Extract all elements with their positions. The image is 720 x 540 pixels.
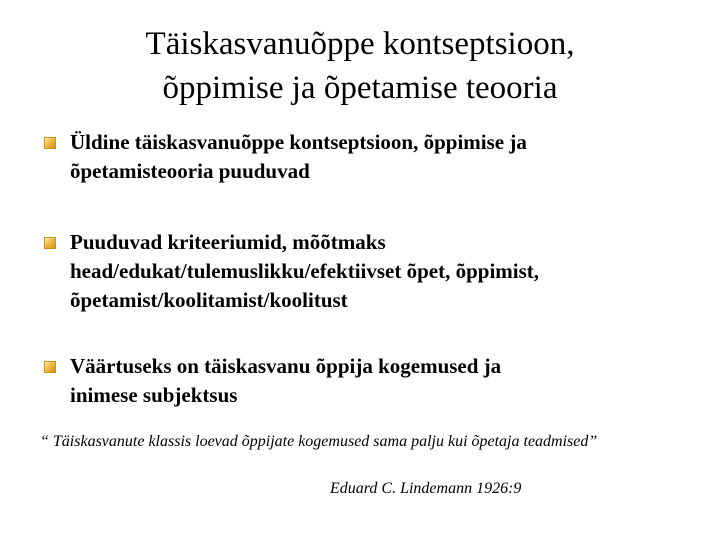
quote-author: Eduard C. Lindemann 1926:9 — [330, 480, 522, 497]
slide-title-line-1: Täiskasvanuõppe kontseptsioon, — [145, 26, 575, 62]
slide-title — [40, 22, 680, 110]
bullet-square-icon — [44, 361, 56, 373]
bullet-text-1 — [70, 128, 690, 186]
bullet-text-2 — [70, 228, 690, 315]
bullet-square-icon — [44, 137, 56, 149]
bullet-2-line-3: õpetamist/koolitamist/koolitust — [70, 288, 348, 312]
bullet-2-line-2: head/edukat/tulemuslikku/efektiivset õpet, õppimist, — [70, 259, 540, 283]
quote-text: “ Täiskasvanute klassis loevad õppijate kogemused sama palju kui õpetaja teadmised” — [40, 433, 598, 450]
bullet-square-icon — [44, 237, 56, 249]
bullet-text-3 — [70, 352, 690, 410]
bullet-3-line-1: Väärtuseks on täiskasvanu õppija kogemused ja — [70, 354, 502, 378]
bullet-3-line-2: inimese subjektsus — [70, 383, 238, 407]
bullet-2-line-1: Puuduvad kriteeriumid, mõõtmaks — [70, 230, 386, 254]
bullet-1-line-2: õpetamisteooria puuduvad — [70, 159, 310, 183]
slide-title-line-2: õppimise ja õpetamise teooria — [162, 70, 558, 106]
bullet-1-line-1: Üldine täiskasvanuõppe kontseptsioon, õppimise ja — [70, 130, 527, 154]
